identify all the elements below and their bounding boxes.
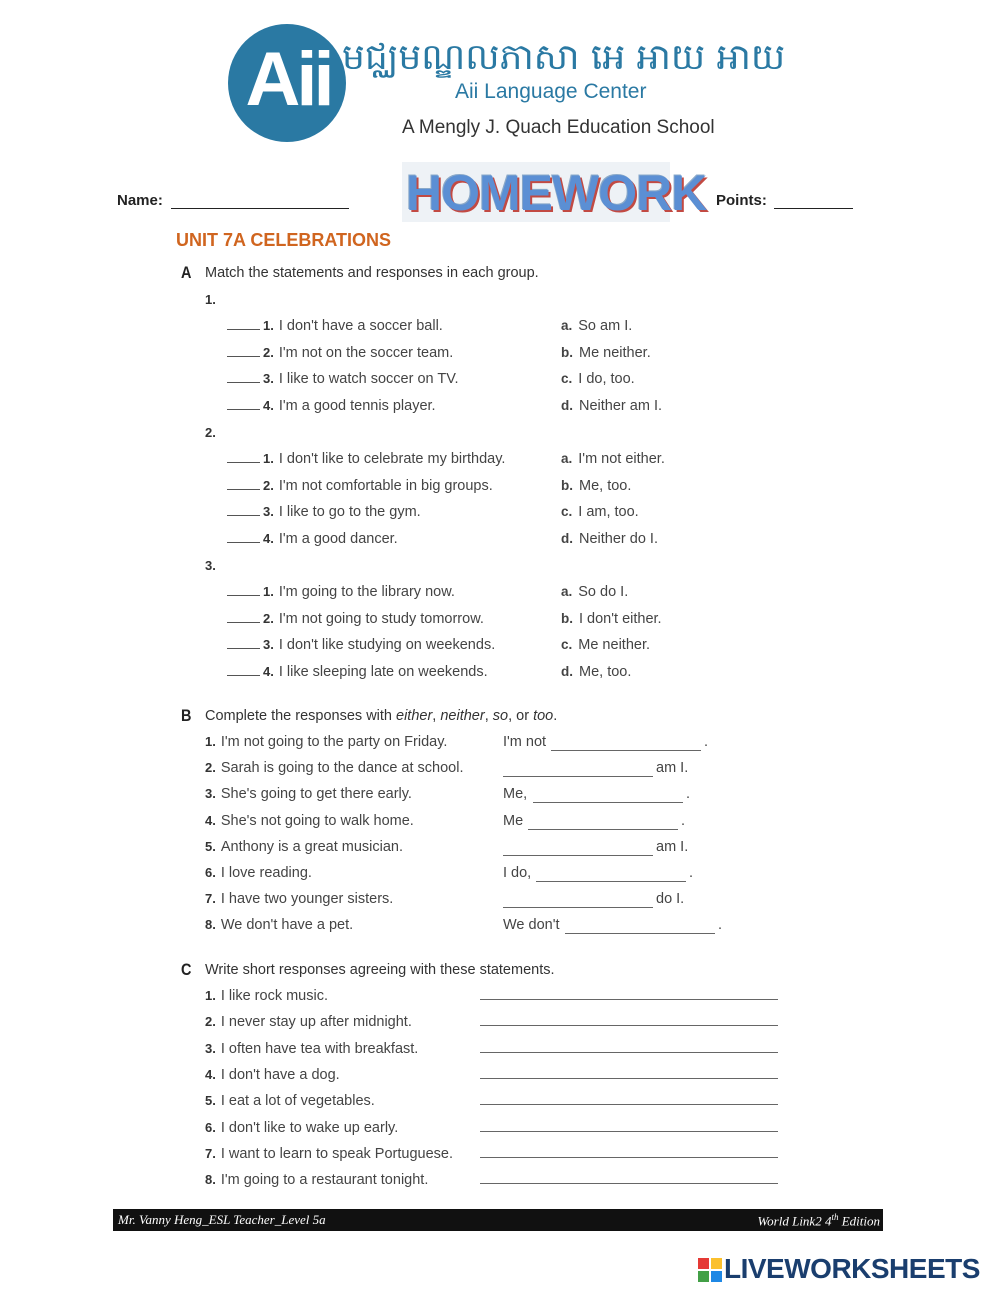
statement-row	[227, 584, 455, 600]
section-c-letter: C	[181, 960, 192, 979]
khmer-school-name: មជ្ឈមណ្ឌលភាសា អេ អាយ អាយ	[342, 37, 786, 78]
item-text: Sarah is going to the dance at school.	[220, 760, 464, 777]
item-text: I'm going to a restaurant tonight.	[220, 1172, 429, 1189]
response-blank[interactable]	[528, 829, 678, 830]
response-letter: a.	[561, 584, 573, 599]
statement-text: I'm not comfortable in big groups.	[278, 477, 493, 494]
item-number: 6.	[205, 865, 216, 880]
item-number: 8.	[205, 1172, 216, 1188]
response-line[interactable]	[480, 1183, 778, 1184]
footer-edition-end: Edition	[838, 1213, 880, 1229]
homework-title: HOMEWORK	[406, 165, 707, 221]
answer-blank[interactable]	[227, 409, 260, 410]
response-letter: a.	[561, 451, 573, 466]
instruction-part: so	[492, 708, 509, 724]
response-suffix: .	[718, 917, 723, 934]
completion-item	[205, 865, 312, 881]
response-row	[561, 345, 651, 361]
response-text: So do I.	[578, 584, 629, 600]
instruction-part: ,	[432, 708, 441, 724]
statement-number: 1.	[263, 584, 274, 599]
item-number: 6.	[205, 1119, 216, 1135]
instruction-part: , or	[508, 708, 534, 724]
response-prefix: Me,	[503, 786, 528, 803]
lw-icon-square-4	[711, 1271, 722, 1282]
completion-item	[205, 917, 353, 933]
liveworksheets-logo: LIVEWORKSHEETS	[724, 1253, 980, 1284]
statement-item	[205, 1067, 340, 1083]
response-suffix: .	[689, 865, 694, 881]
response-text: Me neither.	[578, 637, 651, 653]
statement-text: I'm not on the soccer team.	[278, 344, 454, 361]
item-number: 5.	[205, 1093, 216, 1109]
statement-number: 1.	[263, 318, 274, 333]
instruction-part: ,	[484, 708, 493, 724]
answer-blank[interactable]	[227, 542, 260, 543]
statement-number: 2.	[263, 344, 274, 360]
response-row	[561, 584, 628, 600]
lw-icon-square-3	[698, 1271, 709, 1282]
statement-item	[205, 1014, 412, 1030]
statement-item	[205, 1041, 418, 1057]
statement-row	[227, 504, 421, 520]
tagline: A Mengly J. Quach Education School	[402, 117, 715, 138]
item-number: 1.	[205, 988, 216, 1003]
statement-row	[227, 611, 484, 627]
response-row	[561, 451, 665, 467]
response-row	[561, 531, 658, 547]
section-c-instruction: Write short responses agreeing with these statements.	[205, 962, 555, 978]
item-text: She's going to get there early.	[220, 786, 412, 803]
statement-number: 4.	[263, 530, 274, 546]
response-row	[561, 611, 662, 627]
points-label: Points:	[716, 192, 767, 209]
response-line[interactable]	[480, 1052, 778, 1053]
footer-edition-sup: th	[831, 1212, 839, 1222]
response-row	[561, 398, 662, 414]
response-prefix: I'm not	[503, 734, 547, 750]
response-text: So am I.	[578, 318, 633, 334]
answer-blank[interactable]	[227, 595, 260, 596]
response-letter: d.	[561, 530, 573, 546]
response-suffix: .	[681, 812, 686, 829]
group-number: 1.	[205, 292, 216, 307]
item-number: 1.	[205, 734, 216, 749]
statement-number: 2.	[263, 610, 274, 626]
response-letter: c.	[561, 637, 573, 652]
item-text: I want to learn to speak Portuguese.	[220, 1145, 453, 1162]
statement-item	[205, 1146, 453, 1162]
item-number: 2.	[205, 760, 216, 776]
response-letter: c.	[561, 504, 573, 519]
statement-number: 4.	[263, 663, 274, 679]
response-line[interactable]	[480, 1025, 778, 1026]
response-blank[interactable]	[533, 802, 683, 803]
item-number: 4.	[205, 1066, 216, 1082]
response-text: I'm not either.	[578, 451, 665, 467]
section-a-letter: A	[181, 263, 192, 282]
statement-text: I like to go to the gym.	[278, 504, 421, 520]
statement-item	[205, 988, 328, 1004]
response-row	[561, 664, 631, 680]
response-suffix: am I.	[656, 760, 689, 777]
instruction-part: neither	[440, 708, 485, 724]
response-text: I don't either.	[579, 610, 662, 627]
response-row	[561, 371, 635, 387]
statement-item	[205, 1093, 375, 1109]
response-text: Me neither.	[579, 344, 651, 361]
answer-blank[interactable]	[227, 675, 260, 676]
instruction-part: Complete the responses with	[205, 708, 397, 724]
response-line[interactable]	[480, 1131, 778, 1132]
answer-blank[interactable]	[227, 356, 260, 357]
response-text: Me, too.	[579, 477, 632, 494]
item-number: 3.	[205, 1040, 216, 1056]
item-text: I never stay up after midnight.	[220, 1014, 412, 1031]
item-number: 7.	[205, 891, 216, 907]
response-text: Me, too.	[579, 663, 632, 680]
response-blank[interactable]	[503, 776, 653, 777]
statement-number: 2.	[263, 477, 274, 493]
statement-text: I'm not going to study tomorrow.	[278, 610, 484, 627]
section-b-instruction	[205, 708, 557, 724]
response-row	[561, 478, 631, 494]
response-letter: c.	[561, 371, 573, 386]
completion-item	[205, 760, 463, 776]
statement-text: I like to watch soccer on TV.	[278, 371, 459, 387]
statement-row	[227, 531, 398, 547]
item-text: We don't have a pet.	[220, 917, 354, 934]
footer-edition	[758, 1212, 880, 1229]
response-text: I do, too.	[578, 371, 635, 387]
response-line[interactable]	[480, 999, 778, 1000]
item-text: I eat a lot of vegetables.	[220, 1093, 375, 1110]
answer-blank[interactable]	[227, 489, 260, 490]
answer-blank[interactable]	[227, 622, 260, 623]
item-text: I don't have a dog.	[220, 1066, 340, 1083]
response-line[interactable]	[480, 1104, 778, 1105]
section-b-letter: B	[181, 706, 192, 725]
instruction-part: .	[553, 708, 558, 724]
unit-title: UNIT 7A CELEBRATIONS	[176, 230, 392, 250]
logo-text: Aii	[245, 37, 331, 122]
statement-number: 3.	[263, 371, 274, 386]
center-name: Aii Language Center	[455, 80, 647, 103]
name-label: Name:	[117, 192, 163, 209]
section-a-instruction: Match the statements and responses in each group.	[205, 265, 539, 281]
item-text: I don't like to wake up early.	[220, 1119, 399, 1136]
statement-text: I don't like to celebrate my birthday.	[278, 451, 506, 467]
response-letter: d.	[561, 663, 573, 679]
response-letter: b.	[561, 344, 573, 360]
item-number: 5.	[205, 838, 216, 854]
item-text: She's not going to walk home.	[220, 812, 414, 829]
response-line[interactable]	[480, 1157, 778, 1158]
item-text: I often have tea with breakfast.	[220, 1040, 419, 1057]
statement-number: 3.	[263, 637, 274, 652]
response-prefix: Me	[503, 812, 524, 829]
statement-text: I'm going to the library now.	[278, 584, 455, 600]
statement-number: 3.	[263, 504, 274, 519]
item-number: 4.	[205, 812, 216, 828]
footer-teacher: Mr. Vanny Heng_ESL Teacher_Level 5a	[118, 1212, 326, 1227]
response-blank[interactable]	[565, 933, 715, 934]
item-number: 3.	[205, 786, 216, 802]
item-text: Anthony is a great musician.	[220, 838, 403, 855]
footer-edition-main: World Link2 4	[757, 1213, 832, 1229]
group-number: 2.	[205, 425, 216, 440]
homework-banner	[402, 162, 707, 222]
response-letter: b.	[561, 610, 573, 626]
response-blank[interactable]	[503, 907, 653, 908]
completion-item	[205, 734, 447, 750]
response-row	[561, 318, 632, 334]
answer-blank[interactable]	[227, 382, 260, 383]
statement-number: 1.	[263, 451, 274, 466]
response-suffix: am I.	[656, 838, 689, 855]
response-suffix: .	[686, 786, 691, 803]
item-text: I'm not going to the party on Friday.	[220, 734, 448, 750]
answer-blank[interactable]	[227, 648, 260, 649]
liveworksheets-icon	[698, 1258, 722, 1282]
statement-number: 4.	[263, 397, 274, 413]
response-letter: a.	[561, 318, 573, 333]
response-blank[interactable]	[551, 750, 701, 751]
response-letter: b.	[561, 477, 573, 493]
response-blank[interactable]	[536, 881, 686, 882]
item-number: 2.	[205, 1014, 216, 1030]
answer-blank[interactable]	[227, 462, 260, 463]
instruction-part: too	[533, 708, 554, 724]
statement-row	[227, 664, 488, 680]
lw-icon-square-1	[698, 1258, 709, 1269]
statement-row	[227, 478, 493, 494]
item-text: I love reading.	[220, 865, 312, 881]
response-suffix: .	[704, 734, 709, 750]
response-row	[561, 637, 650, 653]
item-number: 7.	[205, 1145, 216, 1161]
statement-row	[227, 318, 443, 334]
instruction-part: either	[396, 708, 433, 724]
response-text: I am, too.	[578, 504, 639, 520]
completion-item	[205, 839, 403, 855]
response-prefix: We don't	[503, 917, 560, 934]
response-row	[561, 504, 639, 520]
completion-item	[205, 813, 414, 829]
item-text: I like rock music.	[220, 988, 329, 1004]
statement-item	[205, 1120, 398, 1136]
response-blank[interactable]	[503, 855, 653, 856]
lw-icon-square-2	[711, 1258, 722, 1269]
item-number: 8.	[205, 917, 216, 933]
statement-row	[227, 451, 505, 467]
statement-row	[227, 371, 459, 387]
statement-text: I'm a good tennis player.	[278, 397, 436, 414]
response-letter: d.	[561, 397, 573, 413]
statement-row	[227, 398, 436, 414]
statement-row	[227, 637, 495, 653]
points-field[interactable]	[774, 208, 853, 209]
response-suffix: do I.	[656, 891, 685, 908]
group-number: 3.	[205, 558, 216, 573]
response-line[interactable]	[480, 1078, 778, 1079]
name-field[interactable]	[171, 208, 349, 209]
completion-item	[205, 891, 393, 907]
response-prefix: I do,	[503, 865, 532, 881]
response-text: Neither am I.	[579, 397, 662, 414]
answer-blank[interactable]	[227, 329, 260, 330]
response-text: Neither do I.	[579, 530, 658, 547]
item-text: I have two younger sisters.	[220, 891, 394, 908]
statement-text: I don't like studying on weekends.	[278, 637, 496, 653]
statement-text: I like sleeping late on weekends.	[278, 663, 488, 680]
statement-text: I'm a good dancer.	[278, 530, 398, 547]
completion-item	[205, 786, 412, 802]
answer-blank[interactable]	[227, 515, 260, 516]
statement-row	[227, 345, 453, 361]
statement-item	[205, 1172, 428, 1188]
statement-text: I don't have a soccer ball.	[278, 318, 443, 334]
